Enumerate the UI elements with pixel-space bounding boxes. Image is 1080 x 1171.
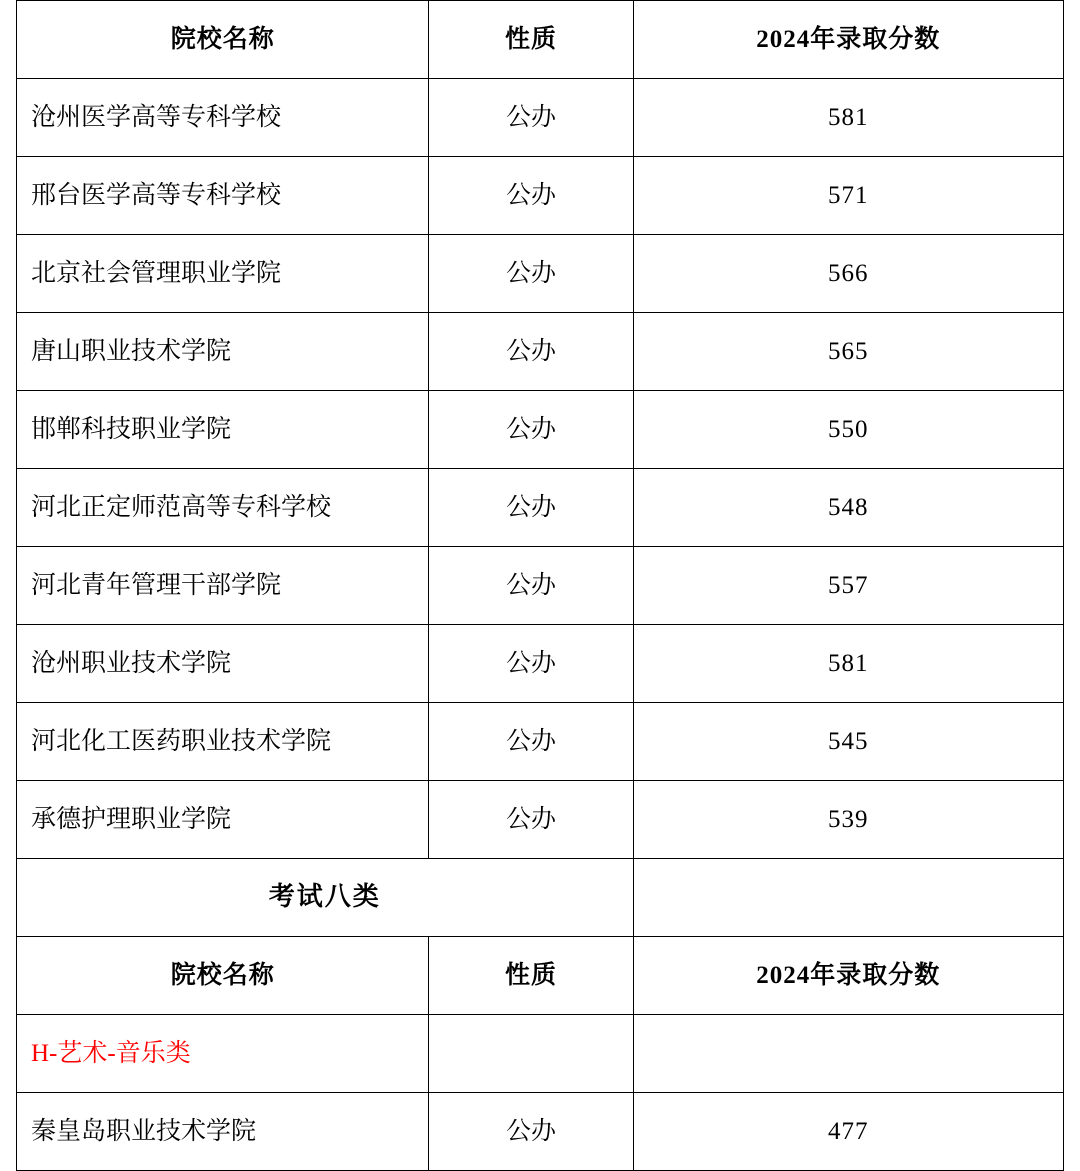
school-type: 公办 — [429, 1093, 633, 1171]
school-name: 河北青年管理干部学院 — [17, 547, 429, 625]
school-type: 公办 — [429, 313, 633, 391]
column-header-score: 2024年录取分数 — [633, 937, 1063, 1015]
section-title: 考试八类 — [17, 859, 634, 937]
column-header-type: 性质 — [429, 1, 633, 79]
table-row — [17, 313, 1064, 391]
school-name: 秦皇岛职业技术学院 — [17, 1093, 429, 1171]
school-name: 河北正定师范高等专科学校 — [17, 469, 429, 547]
school-type: 公办 — [429, 235, 633, 313]
table-row — [17, 157, 1064, 235]
school-name: 沧州医学高等专科学校 — [17, 79, 429, 157]
table-row — [17, 781, 1064, 859]
school-score: 477 — [633, 1093, 1063, 1171]
table-header-row — [17, 937, 1064, 1015]
table-row — [17, 625, 1064, 703]
column-header-score: 2024年录取分数 — [633, 1, 1063, 79]
column-header-name: 院校名称 — [17, 937, 429, 1015]
school-type: 公办 — [429, 625, 633, 703]
admission-score-table — [16, 0, 1064, 1171]
column-header-name: 院校名称 — [17, 1, 429, 79]
table-row — [17, 1093, 1064, 1171]
school-score: 565 — [633, 313, 1063, 391]
table-row — [17, 469, 1064, 547]
school-score: 550 — [633, 391, 1063, 469]
table-row — [17, 235, 1064, 313]
category-row — [17, 1015, 1064, 1093]
table-row — [17, 79, 1064, 157]
school-type: 公办 — [429, 703, 633, 781]
table-header-row — [17, 1, 1064, 79]
school-score: 545 — [633, 703, 1063, 781]
table-row — [17, 703, 1064, 781]
school-score: 581 — [633, 79, 1063, 157]
table-row — [17, 391, 1064, 469]
section-empty-cell — [633, 859, 1063, 937]
school-type: 公办 — [429, 547, 633, 625]
school-name: 唐山职业技术学院 — [17, 313, 429, 391]
school-name: 邢台医学高等专科学校 — [17, 157, 429, 235]
school-type: 公办 — [429, 157, 633, 235]
school-score: 548 — [633, 469, 1063, 547]
school-score: 581 — [633, 625, 1063, 703]
school-name: 邯郸科技职业学院 — [17, 391, 429, 469]
school-score: 557 — [633, 547, 1063, 625]
school-name: 北京社会管理职业学院 — [17, 235, 429, 313]
school-type: 公办 — [429, 781, 633, 859]
school-name: 承德护理职业学院 — [17, 781, 429, 859]
school-score: 571 — [633, 157, 1063, 235]
school-score: 566 — [633, 235, 1063, 313]
school-type: 公办 — [429, 79, 633, 157]
school-score: 539 — [633, 781, 1063, 859]
column-header-type: 性质 — [429, 937, 633, 1015]
section-header-row — [17, 859, 1064, 937]
school-name: 沧州职业技术学院 — [17, 625, 429, 703]
school-type: 公办 — [429, 391, 633, 469]
category-label: H-艺术-音乐类 — [17, 1015, 429, 1093]
school-type: 公办 — [429, 469, 633, 547]
category-empty-type-cell — [429, 1015, 633, 1093]
category-empty-score-cell — [633, 1015, 1063, 1093]
table-row — [17, 547, 1064, 625]
school-name: 河北化工医药职业技术学院 — [17, 703, 429, 781]
